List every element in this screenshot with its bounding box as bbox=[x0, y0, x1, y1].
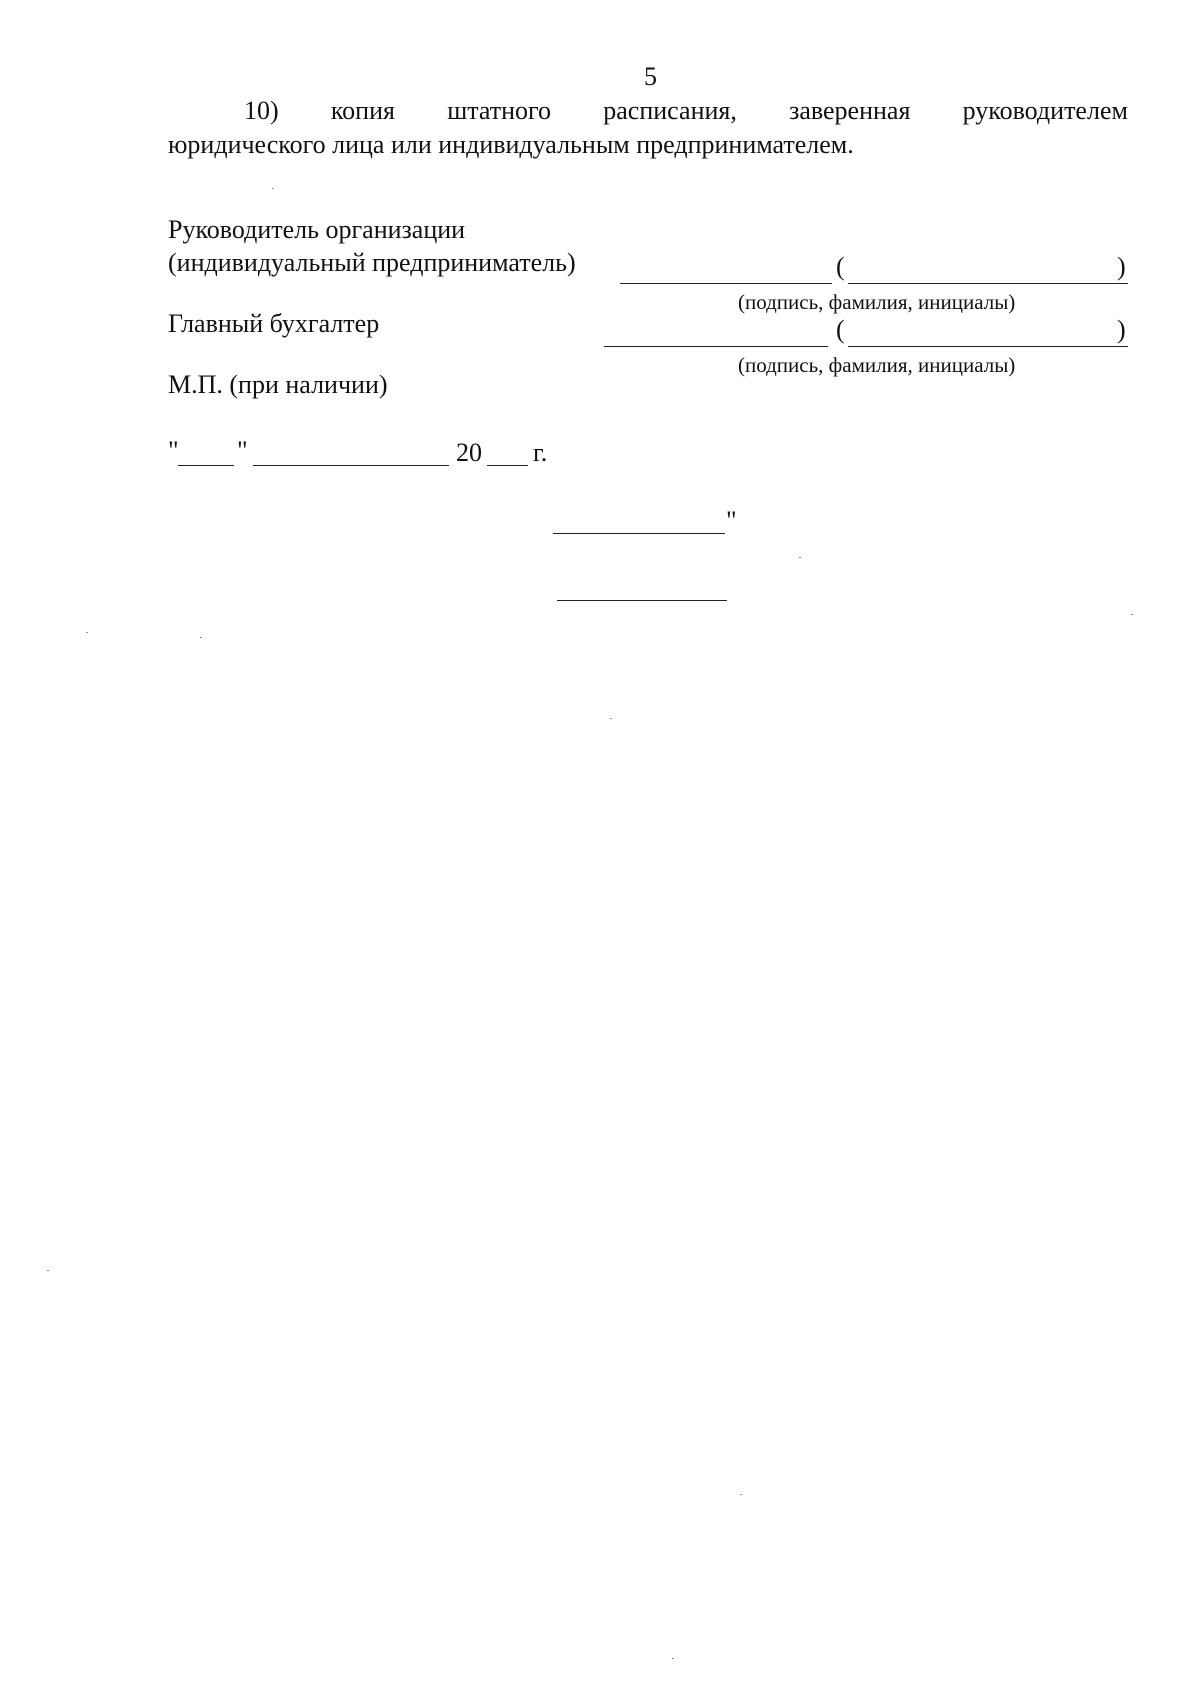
paragraph-word: руководителем bbox=[962, 96, 1128, 125]
closing-rule-2 bbox=[557, 600, 727, 601]
paragraph-word: копия bbox=[330, 96, 395, 125]
accountant-name-paren-close: ) bbox=[1117, 315, 1126, 344]
scan-speck bbox=[47, 1270, 49, 1271]
scan-speck bbox=[799, 557, 801, 558]
closing-quote: " bbox=[726, 506, 737, 535]
head-name-paren-open: ( bbox=[836, 252, 845, 281]
head-signature-caption: (подпись, фамилия, инициалы) bbox=[738, 290, 1016, 314]
head-signature-line[interactable] bbox=[620, 283, 832, 284]
paragraph-word: заверенная bbox=[789, 96, 911, 125]
paragraph-line-2: юридического лица или индивидуальным предпринимателем. bbox=[168, 130, 854, 159]
head-name-line[interactable] bbox=[848, 283, 1128, 284]
scan-speck bbox=[86, 632, 88, 633]
scan-speck bbox=[740, 1494, 742, 1495]
date-year-prefix: 20 bbox=[456, 438, 482, 467]
scan-speck bbox=[672, 1658, 674, 1659]
page-number: 5 bbox=[644, 62, 657, 91]
head-title-line-2: (индивидуальный предприниматель) bbox=[168, 248, 576, 277]
accountant-name-paren-open: ( bbox=[836, 315, 845, 344]
scan-speck bbox=[200, 637, 202, 638]
date-quote-close: " bbox=[237, 436, 248, 465]
head-title-line-1: Руководитель организации bbox=[168, 215, 466, 244]
scan-speck bbox=[272, 188, 274, 189]
scan-speck bbox=[1131, 614, 1133, 615]
stamp-note: М.П. (при наличии) bbox=[168, 370, 388, 399]
date-year-field[interactable] bbox=[487, 465, 528, 466]
paragraph-word: расписания, bbox=[603, 96, 737, 125]
accountant-signature-caption: (подпись, фамилия, инициалы) bbox=[738, 353, 1016, 377]
date-year-suffix: г. bbox=[533, 438, 548, 467]
head-name-paren-close: ) bbox=[1117, 252, 1126, 281]
accountant-name-line[interactable] bbox=[848, 346, 1128, 347]
paragraph-line-1 bbox=[168, 96, 1128, 126]
scan-speck bbox=[610, 718, 612, 719]
closing-rule-1 bbox=[553, 533, 725, 534]
date-month-field[interactable] bbox=[253, 465, 449, 466]
accountant-title: Главный бухгалтер bbox=[168, 309, 380, 338]
date-quote-open: " bbox=[168, 436, 179, 465]
accountant-signature-line[interactable] bbox=[604, 346, 828, 347]
date-day-field[interactable] bbox=[178, 465, 234, 466]
paragraph-word: штатного bbox=[447, 96, 552, 125]
paragraph-word: 10) bbox=[244, 96, 279, 125]
